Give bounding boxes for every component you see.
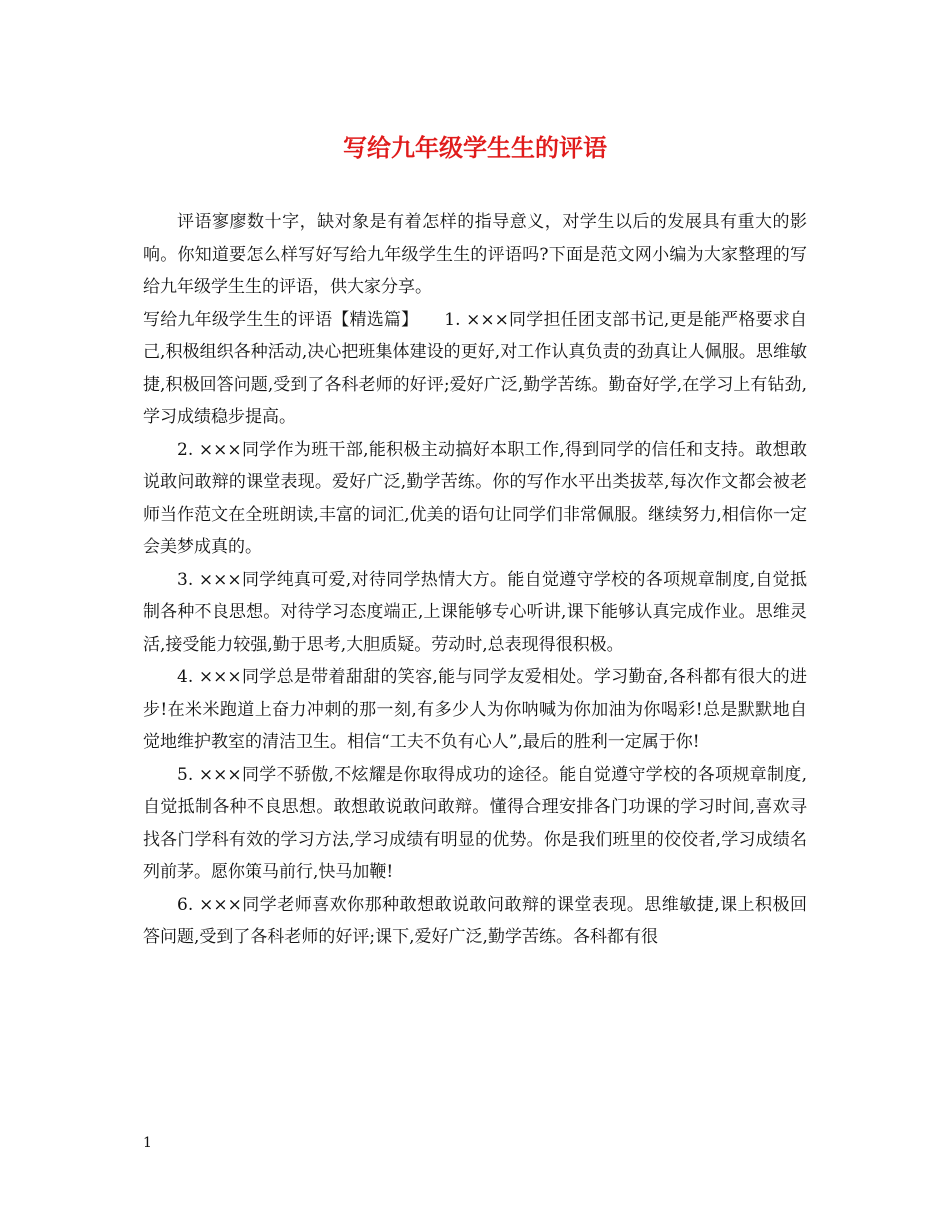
paragraph-comment-1: 写给九年级学生生的评语【精选篇】 1. ×××同学担任团支部书记,更是能严格要求自己,积极组织各种活动,决心把班集体建设的更好,对工作认真负责的劲真让人佩服。思维敏捷,积极回答问题,受到了各科老师的好评;爱好广泛,勤学苦练。勤奋好学,在学习上有钻劲,学习成绩稳步提高。 [143,309,807,427]
paragraph-comment-4: 4. ×××同学总是带着甜甜的笑容,能与同学友爱相处。学习勤奋,各科都有很大的进步!在米米跑道上奋力冲刺的那一刻,有多少人为你呐喊为你加油为你喝彩!总是默默地自觉地维护教室的清洁卫生。相信“工夫不负有心人”,最后的胜利一定属于你! [143,667,807,752]
paragraph-intro: 评语寥廖数十字，缺对象是有着怎样的指导意义，对学生以后的发展具有重大的影响。你知道要怎么样写好写给九年级学生生的评语吗?下面是范文网小编为大家整理的写给九年级学生生的评语，供大家分享。 [143,212,807,297]
paragraph-comment-2: 2. ×××同学作为班干部,能积极主动搞好本职工作,得到同学的信任和支持。敢想敢说敢问敢辩的课堂表现。爱好广泛,勤学苦练。你的写作水平出类拔萃,每次作文都会被老师当作范文在全班朗读,丰富的词汇,优美的语句让同学们非常佩服。继续努力,相信你一定会美梦成真的。 [143,439,807,557]
paragraph-comment-5: 5. ×××同学不骄傲,不炫耀是你取得成功的途径。能自觉遵守学校的各项规章制度,自觉抵制各种不良思想。敢想敢说敢问敢辩。懂得合理安排各门功课的学习时间,喜欢寻找各门学科有效的学习方法,学习成绩有明显的优势。你是我们班里的佼佼者,学习成绩名列前茅。愿你策马前行,快马加鞭! [143,764,807,882]
paragraph-comment-3: 3. ×××同学纯真可爱,对待同学热情大方。能自觉遵守学校的各项规章制度,自觉抵制各种不良思想。对待学习态度端正,上课能够专心听讲,课下能够认真完成作业。思维灵活,接受能力较强,勤于思考,大胆质疑。劳动时,总表现得很积极。 [143,569,807,655]
page-number: 1 [143,1135,152,1151]
paragraph-comment-6: 6. ×××同学老师喜欢你那种敢想敢说敢问敢辩的课堂表现。思维敏捷,课上积极回答问题,受到了各科老师的好评;课下,爱好广泛,勤学苦练。各科都有很 [143,894,807,947]
document-body [143,206,807,954]
document-title: 写给九年级学生生的评语 [343,133,607,162]
